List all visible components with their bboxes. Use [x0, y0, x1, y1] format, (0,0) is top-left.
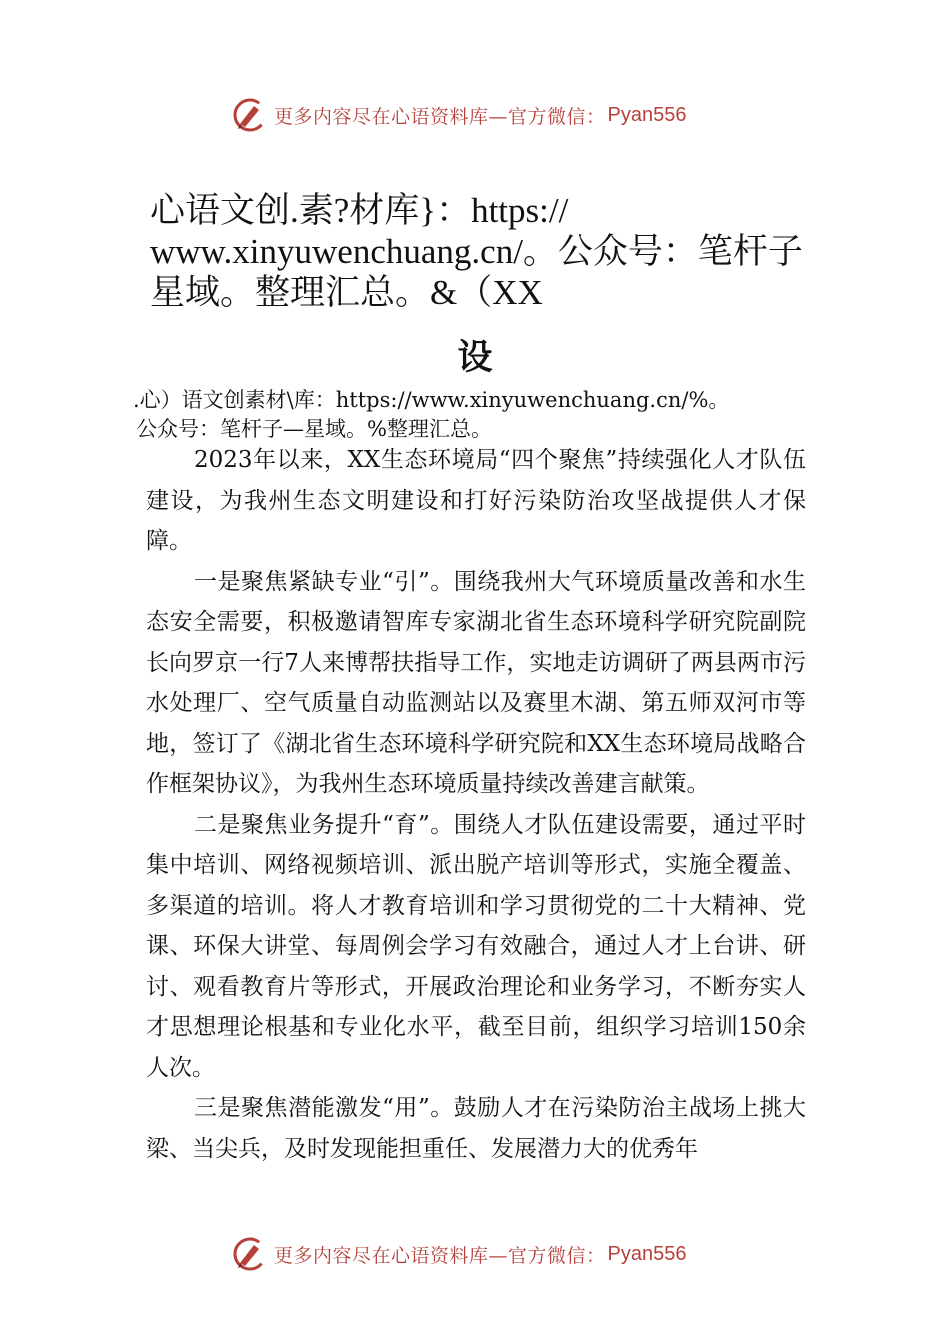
- watermark-text: 更多内容尽在心语资料库—官方微信：: [274, 105, 606, 128]
- watermark-wechat-id: Pyan556: [607, 103, 687, 126]
- source-note: [133, 386, 833, 444]
- title-line: 星域。整理汇总。&（XX: [150, 273, 543, 312]
- paragraph: 2023年以来，XX生态环境局“四个聚焦”持续强化人才队伍建设，为我州生态文明建设和打好污染防治攻坚战提供人才保障。: [146, 447, 806, 554]
- watermark-wechat-id: Pyan556: [607, 1242, 687, 1265]
- title-block: [150, 190, 830, 313]
- pen-logo-icon: [232, 97, 268, 133]
- watermark-text: 更多内容尽在心语资料库—官方微信：: [274, 1244, 606, 1267]
- watermark-banner-top: [232, 95, 752, 135]
- heading-fragment: 设: [457, 337, 493, 378]
- note-line: 公众号：笔杆子—星域。%整理汇总。: [136, 417, 492, 441]
- paragraph: 三是聚焦潜能激发“用”。鼓励人才在污染防治主战场上挑大梁、当尖兵，及时发现能担重任、发展潜力大的优秀年: [146, 1095, 806, 1162]
- title-line: 心语文创.素?材库}：https://: [150, 191, 569, 230]
- watermark-banner-bottom: [232, 1234, 752, 1274]
- paragraph: 一是聚焦紧缺专业“引”。围绕我州大气环境质量改善和水生态安全需要，积极邀请智库专家湖北省生态环境科学研究院副院长向罗京一行7人来博帮扶指导工作，实地走访调研了两县两市污水处理厂、空气质量自动监测站以及赛里木湖、第五师双河市等地，签订了《湖北省生态环境科学研究院和XX生态环境局战略合作框架协议》，为我州生态环境质量持续改善建言献策。: [146, 568, 806, 797]
- pen-logo-icon: [232, 1236, 268, 1272]
- article-body: [146, 440, 806, 1169]
- note-line: .心）语文创素材\库：https://www.xinyuwenchuang.cn/%。: [133, 388, 730, 412]
- title-line: www.xinyuwenchuang.cn/。公众号：笔杆子: [150, 232, 803, 271]
- paragraph: 二是聚焦业务提升“育”。围绕人才队伍建设需要，通过平时集中培训、网络视频培训、派出脱产培训等形式，实施全覆盖、多渠道的培训。将人才教育培训和学习贯彻党的二十大精神、党课、环保大讲堂、每周例会学习有效融合，通过人才上台讲、研讨、观看教育片等形式，开展政治理论和业务学习，不断夯实人才思想理论根基和专业化水平，截至目前，组织学习培训150余人次。: [146, 811, 806, 1081]
